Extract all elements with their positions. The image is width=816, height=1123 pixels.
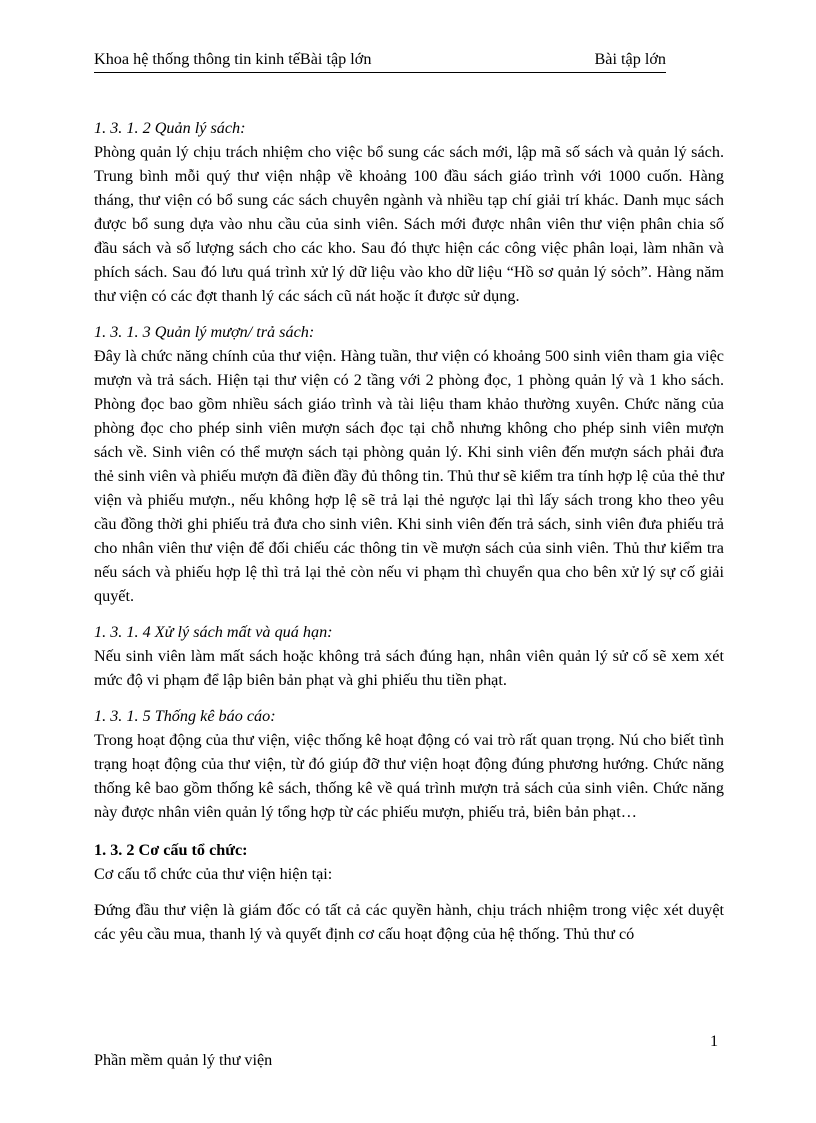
header-left-text: Khoa hệ thống thông tin kinh tếBài tập lớn bbox=[94, 50, 372, 68]
section-heading-thong-ke: 1. 3. 1. 5 Thống kê báo cáo: bbox=[94, 707, 276, 725]
section-heading-quan-ly-sach: 1. 3. 1. 2 Quản lý sách: bbox=[94, 119, 246, 137]
section-heading-muon-tra-sach: 1. 3. 1. 3 Quản lý mượn/ trả sách: bbox=[94, 323, 315, 341]
section-body-thong-ke: Trong hoạt động của thư viện, việc thống kê hoạt động có vai trò rất quan trọng. Nú cho biết tình trạng hoạt động của thư viện, từ đó giúp đỡ thư viện hoạt động đúng phương hướng. Chức năng thống kê bao gồm thống kê sách, thống kê về quá trình mượn trả sách của sinh viên. Chức năng này được nhân viên quản lý tổng hợp từ các phiếu mượn, phiếu trả, biên bản phạt… bbox=[94, 731, 724, 821]
section-intro-co-cau: Cơ cấu tổ chức của thư viện hiện tại: bbox=[94, 865, 333, 883]
page-footer: Phần mềm quản lý thư viện bbox=[94, 1051, 273, 1069]
section-body-muon-tra-sach: Đây là chức năng chính của thư viện. Hàng tuần, thư viện có khoảng 500 sinh viên tham gia việc mượn và trả sách. Hiện tại thư viện có 2 tầng với 2 phòng đọc, 1 phòng quản lý và 1 kho sách. Phòng đọc bao gồm nhiều sách giáo trình và tài liệu tham khảo thường xuyên. Chức năng của phòng đọc cho phép sinh viên mượn sách đọc tại chỗ nhưng không cho phép sinh viên mượn sách về. Sinh viên có thể mượn sách tại phòng quản lý. Khi sinh viên đến mượn sách phải đưa thẻ sinh viên và phiếu mượn đã điền đầy đủ thông tin. Thủ thư sẽ kiểm tra tính hợp lệ của thẻ thư viện và phiếu mượn., nếu không hợp lệ sẽ trả lại thẻ ngược lại thì lấy sách trong kho theo yêu cầu đồng thời ghi phiếu trả đưa cho sinh viên. Khi sinh viên đến trả sách, sinh viên đưa phiếu trả cho nhân viên thư viện để đối chiếu các thông tin về mượn sách của sinh viên. Thủ thư kiểm tra nếu sách và phiếu hợp lệ thì trả lại thẻ còn nếu vi phạm thì chuyển qua cho bên xử lý sự cố giải quyết. bbox=[94, 347, 724, 605]
section-body-co-cau: Đứng đầu thư viện là giám đốc có tất cả các quyền hành, chịu trách nhiệm trong việc xét duyệt các yêu cầu mua, thanh lý và quyết định cơ cấu hoạt động của hệ thống. Thủ thư có bbox=[94, 901, 724, 943]
document-body bbox=[94, 116, 724, 946]
page-header bbox=[94, 50, 666, 73]
section-body-quan-ly-sach: Phòng quản lý chịu trách nhiệm cho việc bổ sung các sách mới, lập mã số sách và quản lý sách. Trung bình mỗi quý thư viện nhập về khoảng 100 đầu sách giáo trình với 1000 cuốn. Hàng tháng, thư viện có bổ sung các sách chuyên ngành và nhiều tạp chí giải trí khác. Danh mục sách được bổ sung dựa vào nhu cầu của sinh viên. Sách mới được nhân viên thư viện phân chia số đầu sách và số lượng sách cho các kho. Sau đó thực hiện các công việc phân loại, làm nhãn và phích sách. Sau đó lưu quá trình xử lý dữ liệu vào kho dữ liệu “Hồ sơ quản lý sỏch”. Hàng năm thư viện có các đợt thanh lý các sách cũ nát hoặc ít được sử dụng. bbox=[94, 143, 724, 305]
section-heading-sach-mat: 1. 3. 1. 4 Xử lý sách mất và quá hạn: bbox=[94, 623, 333, 641]
page-number: 1 bbox=[710, 1032, 719, 1050]
section-body-sach-mat: Nếu sinh viên làm mất sách hoặc không trả sách đúng hạn, nhân viên quản lý sử cố sẽ xem xét mức độ vi phạm để lập biên bản phạt và ghi phiếu thu tiền phạt. bbox=[94, 647, 724, 689]
header-right-text: Bài tập lớn bbox=[594, 50, 666, 68]
section-heading-co-cau: 1. 3. 2 Cơ cấu tổ chức: bbox=[94, 841, 248, 859]
